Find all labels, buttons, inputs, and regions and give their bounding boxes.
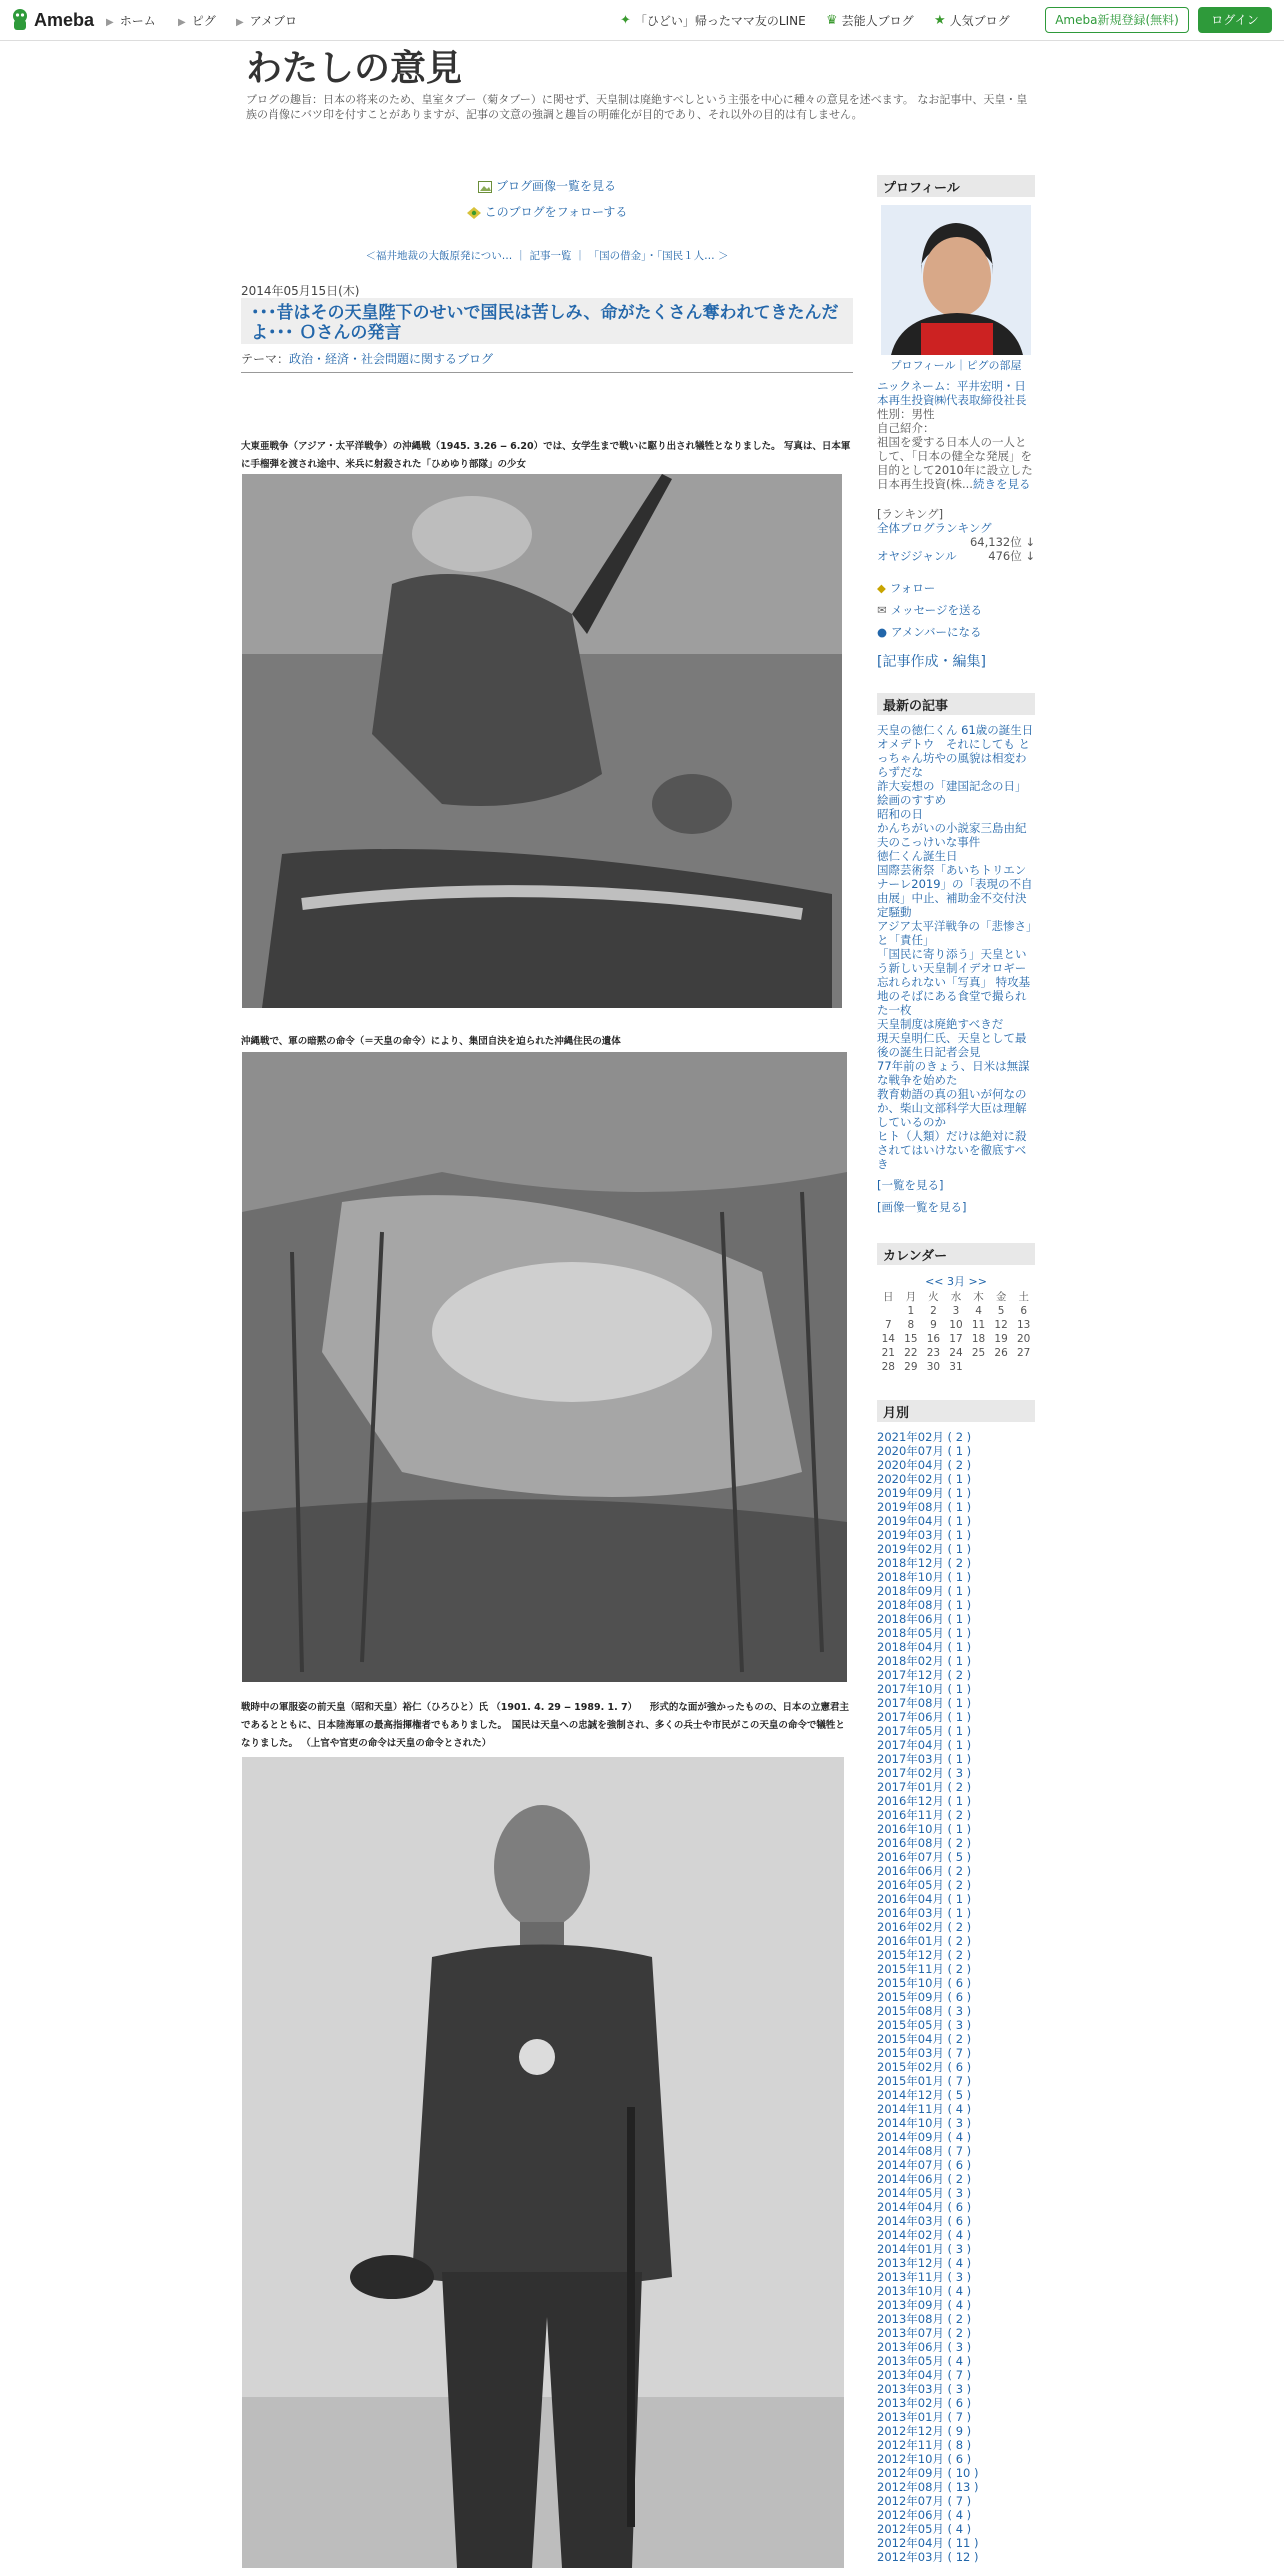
monthly-archive-link[interactable]: 2019年03月 ( 1 ) <box>877 1528 972 1542</box>
top-link-line-label: 「ひどい」帰ったママ友のLINE <box>634 14 806 28</box>
top-link-celeb[interactable] <box>826 12 914 29</box>
monthly-archive-link[interactable]: 2017年12月 ( 2 ) <box>877 1668 972 1682</box>
monthly-archive-link[interactable]: 2012年06月 ( 4 ) <box>877 2508 972 2522</box>
amember-action-label: アメンバーになる <box>891 625 982 639</box>
monthly-archive-link[interactable]: 2017年08月 ( 1 ) <box>877 1696 972 1710</box>
monthly-archive-link[interactable]: 2014年06月 ( 2 ) <box>877 2172 972 2186</box>
nav-ameblo[interactable] <box>236 12 297 29</box>
follow-icon: ◆ <box>877 581 886 595</box>
entry-title[interactable]: ･･･昔はその天皇陛下のせいで国民は苦しみ、命がたくさん奪われてきたんだよ･･･ Ｏさんの発言 <box>241 298 853 344</box>
calendar-day: 20 <box>1017 1333 1031 1345</box>
calendar-day: 1 <box>907 1305 915 1317</box>
image-list-label: ブログ画像一覧を見る <box>495 179 616 193</box>
amember-icon: ● <box>877 625 888 639</box>
nav-home[interactable] <box>106 12 156 29</box>
photo-caption-1: 大東亜戦争（アジア・太平洋戦争）の沖縄戦（1945. 3.26 ‒ 6.20）では、女学生まで戦いに駆り出され犠牲となりました。 写真は、日本軍に手榴弾を渡され途中、米兵に射殺された「ひめゆり部隊」の少女 <box>241 441 851 470</box>
logo-text: Ameba <box>34 9 95 30</box>
calendar-weekday: 月 <box>905 1291 917 1303</box>
monthly-archive-link[interactable]: 2012年05月 ( 4 ) <box>877 2522 972 2536</box>
amember-action[interactable] <box>877 621 1035 643</box>
top-link-line[interactable] <box>620 12 806 29</box>
follow-action-label: フォロー <box>889 581 936 595</box>
sparkle-icon: ✦ <box>620 13 631 28</box>
monthly-archive-link[interactable]: 2013年11月 ( 3 ) <box>877 2270 972 2284</box>
monthly-archive-link[interactable]: 2020年04月 ( 2 ) <box>877 1458 972 1472</box>
calendar-day: 6 <box>1020 1305 1028 1317</box>
monthly-archive-link[interactable]: 2015年08月 ( 3 ) <box>877 2004 972 2018</box>
monthly-archive-link[interactable]: 2012年12月 ( 9 ) <box>877 2424 972 2438</box>
calendar-day <box>990 1360 1013 1374</box>
profile-nickname[interactable]: ニックネーム：平井宏明・日本再生投資㈱代表取締役社長 <box>877 379 1027 407</box>
monthly-archive-link[interactable]: 2013年09月 ( 4 ) <box>877 2298 972 2312</box>
recent-entry-link[interactable]: 天皇の徳仁くん 61歳の誕生日オメデトウ それにしても とっちゃん坊やの風貌は相変わらずだな <box>877 723 1034 779</box>
monthly-archive-link[interactable]: 2014年07月 ( 6 ) <box>877 2158 972 2172</box>
chevron-right-icon: ▶ <box>178 17 186 28</box>
message-action-label: メッセージを送る <box>890 603 982 617</box>
calendar-weekday: 日 <box>883 1291 894 1303</box>
monthly-archive-link[interactable]: 2013年03月 ( 3 ) <box>877 2382 972 2396</box>
ranking-block <box>877 507 1035 563</box>
login-button[interactable]: ログイン <box>1198 7 1272 33</box>
calendar-weekday: 火 <box>928 1291 939 1303</box>
photo-emperor-uniform-art <box>242 1757 844 2568</box>
monthly-archive-link[interactable]: 2015年11月 ( 2 ) <box>877 1962 972 1976</box>
monthly-archive-link[interactable]: 2018年04月 ( 1 ) <box>877 1640 972 1654</box>
monthly-archive-link[interactable]: 2013年06月 ( 3 ) <box>877 2340 972 2354</box>
entry-date: 2014年05月15日(木) <box>241 284 360 298</box>
photo-emperor-uniform[interactable] <box>242 1757 844 2568</box>
monthly-archive-link[interactable]: 2013年04月 ( 7 ) <box>877 2368 972 2382</box>
image-icon <box>478 181 492 193</box>
recent-entries <box>877 723 1035 1171</box>
chevron-right-icon: ▶ <box>106 17 114 28</box>
monthly-archive-link[interactable]: 2015年01月 ( 7 ) <box>877 2074 972 2088</box>
ranking-genre-link[interactable]: オヤジジャンル <box>877 549 957 563</box>
monthly-archive-link[interactable]: 2016年04月 ( 1 ) <box>877 1892 972 1906</box>
calendar-day: 22 <box>904 1347 918 1359</box>
monthly-archive-link[interactable]: 2012年11月 ( 8 ) <box>877 2438 972 2452</box>
calendar-day <box>877 1304 900 1318</box>
monthly-archive-link[interactable]: 2016年03月 ( 1 ) <box>877 1906 972 1920</box>
calendar-day: 24 <box>949 1347 963 1359</box>
calendar-day: 18 <box>971 1333 986 1345</box>
calendar-day: 4 <box>975 1305 982 1317</box>
calendar-day: 15 <box>904 1333 918 1345</box>
monthly-archive-link[interactable]: 2012年04月 ( 11 ) <box>877 2536 979 2550</box>
nav-pigg[interactable] <box>178 12 216 29</box>
calendar-day: 2 <box>930 1305 937 1317</box>
entry-pager[interactable]: ＜福井地裁の大飯原発につい… ｜ 記事一覧 ｜ 「国の借金」・「国民１人… ＞ <box>365 250 729 262</box>
ranking-genre <box>877 549 1035 563</box>
monthly-archive-link[interactable]: 2014年03月 ( 6 ) <box>877 2214 972 2228</box>
follow-blog-label: このブログをフォローする <box>484 205 628 219</box>
monthly-archive-link[interactable]: 2015年09月 ( 6 ) <box>877 1990 972 2004</box>
crown-icon: ♛ <box>826 13 838 28</box>
recent-heading: 最新の記事 <box>877 693 1035 715</box>
calendar-day: 9 <box>930 1319 937 1331</box>
monthly-archive-link[interactable]: 2020年07月 ( 1 ) <box>877 1444 972 1458</box>
monthly-archive-link[interactable]: 2016年05月 ( 2 ) <box>877 1878 972 1892</box>
message-action[interactable] <box>877 599 1035 621</box>
monthly-archive-link[interactable]: 2017年02月 ( 3 ) <box>877 1766 972 1780</box>
monthly-heading: 月別 <box>877 1400 1035 1422</box>
monthly-archive-link[interactable]: 2012年03月 ( 12 ) <box>877 2550 979 2564</box>
monthly-archive-link[interactable]: 2015年04月 ( 2 ) <box>877 2032 972 2046</box>
follow-icon <box>467 207 481 219</box>
monthly-archive-link[interactable]: 2019年08月 ( 1 ) <box>877 1500 972 1514</box>
top-link-popular[interactable] <box>934 12 1010 29</box>
monthly-archive-link[interactable]: 2013年05月 ( 4 ) <box>877 2354 972 2368</box>
monthly-archive-link[interactable]: 2018年02月 ( 1 ) <box>877 1654 972 1668</box>
photo-caption-2: 沖縄戦で、軍の暗黙の命令（＝天皇の命令）により、集団自決を迫られた沖縄住民の遺体 <box>241 1036 621 1047</box>
calendar-day: 19 <box>994 1333 1008 1345</box>
profile-intro-text: 祖国を愛する日本人の一人として、「日本の健全な発展」を目的として2010年に設立した日本再生投資(株... <box>877 435 1033 491</box>
monthly-archive-link[interactable]: 2017年05月 ( 1 ) <box>877 1724 972 1738</box>
monthly-archive-link[interactable]: 2017年10月 ( 1 ) <box>877 1682 972 1696</box>
monthly-archive-link[interactable]: 2017年04月 ( 1 ) <box>877 1738 972 1752</box>
monthly-archive-link[interactable]: 2016年07月 ( 5 ) <box>877 1850 972 1864</box>
monthly-archive-link[interactable]: 2014年12月 ( 5 ) <box>877 2088 972 2102</box>
calendar-day: 7 <box>884 1319 892 1331</box>
monthly-archive-link[interactable]: 2013年12月 ( 4 ) <box>877 2256 972 2270</box>
calendar-day <box>1012 1360 1035 1374</box>
monthly-archive-link[interactable]: 2015年05月 ( 3 ) <box>877 2018 972 2032</box>
monthly-archive-link[interactable]: 2016年11月 ( 2 ) <box>877 1808 972 1822</box>
follow-blog-link[interactable] <box>241 203 853 219</box>
calendar-weekday: 木 <box>973 1291 984 1303</box>
nav-pigg-label: ピグ <box>191 14 216 28</box>
profile-intro <box>877 435 1035 491</box>
edit-entry-link[interactable]: [記事作成・編集] <box>877 654 986 670</box>
follow-action[interactable] <box>877 577 1035 599</box>
ranking-overall-value: 64,132位 ↓ <box>969 535 1035 549</box>
monthly-archive-link[interactable]: 2016年08月 ( 2 ) <box>877 1836 972 1850</box>
calendar-day: 16 <box>926 1333 941 1345</box>
monthly-archive-link[interactable]: 2015年02月 ( 6 ) <box>877 2060 972 2074</box>
calendar-weekday: 金 <box>995 1291 1007 1303</box>
profile-more-link[interactable]: 続きを見る <box>972 477 1031 491</box>
monthly-archive-link[interactable]: 2016年02月 ( 2 ) <box>877 1920 972 1934</box>
calendar-day: 30 <box>926 1361 941 1373</box>
profile-gender: 性別：男性 <box>877 407 935 421</box>
recent-entry-link[interactable]: 絵画のすすめ <box>877 793 947 807</box>
monthly-archive-link[interactable]: 2014年09月 ( 4 ) <box>877 2130 972 2144</box>
calendar-day: 31 <box>949 1361 963 1373</box>
profile-intro-label: 自己紹介： <box>877 421 935 435</box>
recent-entry-link[interactable]: 徳仁くん誕生日 <box>877 849 958 863</box>
theme-label: テーマ： <box>241 352 290 366</box>
calendar-day <box>967 1360 990 1374</box>
monthly-archive-link[interactable]: 2012年10月 ( 6 ) <box>877 2452 972 2466</box>
monthly-archive-link[interactable]: 2018年12月 ( 2 ) <box>877 1556 972 1570</box>
monthly-archive <box>877 1430 1035 2564</box>
recent-entry-link[interactable]: 詐大妄想の「建国記念の日」 <box>877 779 1027 793</box>
calendar-day: 26 <box>994 1347 1008 1359</box>
calendar-day: 5 <box>997 1305 1005 1317</box>
monthly-archive-link[interactable]: 2014年01月 ( 3 ) <box>877 2242 972 2256</box>
recent-entry-link[interactable]: 忘れられない「写真」 特攻基地のそばにある食堂で撮られた一枚 <box>877 975 1031 1017</box>
photo-okinawa-victims[interactable] <box>242 1052 847 1682</box>
monthly-archive-link[interactable]: 2014年08月 ( 7 ) <box>877 2144 972 2158</box>
calendar-nav[interactable]: << 3月 >> <box>925 1275 987 1288</box>
calendar-day: 21 <box>881 1347 895 1359</box>
image-list-link[interactable] <box>241 177 853 193</box>
ameba-mascot-icon <box>10 8 30 32</box>
monthly-archive-link[interactable]: 2019年02月 ( 1 ) <box>877 1542 972 1556</box>
profile-links[interactable]: プロフィール｜ピグの部屋 <box>890 359 1022 372</box>
monthly-archive-link[interactable]: 2013年07月 ( 2 ) <box>877 2326 972 2340</box>
monthly-archive-link[interactable]: 2021年02月 ( 2 ) <box>877 1430 972 1444</box>
profile-heading: プロフィール <box>877 175 1035 197</box>
monthly-archive-link[interactable]: 2013年08月 ( 2 ) <box>877 2312 972 2326</box>
top-link-celeb-label: 芸能人ブログ <box>841 14 914 28</box>
calendar-weekday: 土 <box>1018 1291 1029 1303</box>
recent-entry-link[interactable]: 77年前のきょう、日米は無謀な戦争を始めた <box>877 1059 1030 1087</box>
recent-entry-link[interactable]: ヒト（人類）だけは絶対に殺されてはいけないを徹底すべき <box>877 1129 1027 1171</box>
chevron-right-icon: ▶ <box>236 17 244 28</box>
calendar-day: 13 <box>1017 1319 1031 1331</box>
monthly-archive-link[interactable]: 2012年07月 ( 7 ) <box>877 2494 972 2508</box>
star-icon: ★ <box>934 13 946 28</box>
recent-entry-link[interactable]: 天皇制度は廃絶すべきだ <box>877 1017 1004 1031</box>
envelope-icon: ✉ <box>877 603 887 617</box>
recent-entry-link[interactable]: 教育勅語の真の狙いが何なのか、柴山文部科学大臣は理解しているのか <box>877 1087 1027 1129</box>
monthly-archive-link[interactable]: 2013年02月 ( 6 ) <box>877 2396 972 2410</box>
monthly-archive-link[interactable]: 2019年09月 ( 1 ) <box>877 1486 972 1500</box>
calendar-day: 23 <box>926 1347 941 1359</box>
photo-caption-3: 戦時中の軍服姿の前天皇（昭和天皇）裕仁（ひろひと）氏 （1901. 4. 29 ‒ 1989. 1. 7） 形式的な面が強かったものの、日本の立憲君主であるとともに、日本陸海軍の最高指揮権者でもありました。 国民は天皇への忠誠を強制され、多くの兵士や市民がこの天皇の命令で犠牲となりました。 （上官や官吏の命令は天皇の命令とされた） <box>241 1702 850 1749</box>
calendar-day: 17 <box>949 1333 963 1345</box>
recent-entry-link[interactable]: かんちがいの小説家三島由紀夫のこっけいな事件 <box>877 821 1027 849</box>
blog-title[interactable]: わたしの意見 <box>246 48 463 89</box>
ranking-overall-link[interactable]: 全体ブログランキング <box>877 521 992 535</box>
recent-entry-link[interactable]: 現天皇明仁氏、天皇として最後の誕生日記者会見 <box>877 1031 1027 1059</box>
divider <box>241 372 853 373</box>
global-header <box>0 0 1284 41</box>
monthly-archive-link[interactable]: 2013年01月 ( 7 ) <box>877 2410 972 2424</box>
monthly-archive-link[interactable]: 2019年04月 ( 1 ) <box>877 1514 972 1528</box>
monthly-archive-link[interactable]: 2020年02月 ( 1 ) <box>877 1472 972 1486</box>
photo-okinawa-soldier-art <box>242 474 842 1008</box>
ranking-genre-value: 476位 ↓ <box>988 549 1035 563</box>
calendar-day: 14 <box>881 1333 895 1345</box>
ranking-label: [ランキング] <box>877 507 944 521</box>
monthly-archive-link[interactable]: 2017年01月 ( 2 ) <box>877 1780 972 1794</box>
entry-theme <box>241 350 493 367</box>
top-link-popular-label: 人気ブログ <box>949 14 1010 28</box>
calendar-day: 10 <box>949 1319 963 1331</box>
ameba-logo[interactable] <box>10 8 94 32</box>
monthly-archive-link[interactable]: 2012年09月 ( 10 ) <box>877 2466 979 2480</box>
monthly-archive-link[interactable]: 2017年06月 ( 1 ) <box>877 1710 972 1724</box>
calendar-grid <box>877 1289 1035 1374</box>
sidebar <box>877 175 1035 2564</box>
profile-actions <box>877 577 1035 643</box>
image-more-link[interactable]: [画像一覧を見る] <box>877 1200 967 1214</box>
blog-description: ブログの趣旨：日本の将来のため、皇室タブー（菊タブー）に関せず、天皇制は廃絶すべしという主張を中心に種々の意見を述べます。 なお記事中、天皇・皇族の肖像にバツ印を付すことがありますが、記事の文意の強調と趣旨の明確化が目的であり、それ以外の目的は有しません。 <box>246 93 1028 121</box>
monthly-archive-link[interactable]: 2014年11月 ( 4 ) <box>877 2102 972 2116</box>
calendar-day: 3 <box>952 1305 960 1317</box>
monthly-archive-link[interactable]: 2016年06月 ( 2 ) <box>877 1864 972 1878</box>
monthly-archive-link[interactable]: 2018年08月 ( 1 ) <box>877 1598 972 1612</box>
monthly-archive-link[interactable]: 2014年02月 ( 4 ) <box>877 2228 972 2242</box>
calendar-day: 11 <box>971 1319 986 1331</box>
monthly-archive-link[interactable]: 2014年04月 ( 6 ) <box>877 2200 972 2214</box>
calendar-day: 28 <box>881 1361 895 1373</box>
theme-link[interactable]: 政治・経済・社会問題に関するブログ <box>289 352 494 366</box>
avatar-portrait <box>881 205 1031 355</box>
monthly-archive-link[interactable]: 2016年12月 ( 1 ) <box>877 1794 972 1808</box>
calendar-day: 27 <box>1017 1347 1031 1359</box>
recent-more-link[interactable]: [一覧を見る] <box>877 1178 944 1192</box>
nav-ameblo-label: アメブロ <box>249 14 297 28</box>
photo-okinawa-soldier[interactable] <box>242 474 842 1008</box>
recent-entry-link[interactable]: 昭和の日 <box>877 807 923 821</box>
blog-actions <box>241 177 853 229</box>
monthly-archive-link[interactable]: 2015年03月 ( 7 ) <box>877 2046 972 2060</box>
calendar-day: 12 <box>994 1319 1008 1331</box>
calendar-day: 8 <box>907 1319 915 1331</box>
monthly-archive-link[interactable]: 2014年10月 ( 3 ) <box>877 2116 972 2130</box>
calendar-heading: カレンダー <box>877 1243 1035 1265</box>
monthly-archive-link[interactable]: 2012年08月 ( 13 ) <box>877 2480 979 2494</box>
monthly-archive-link[interactable]: 2016年01月 ( 2 ) <box>877 1934 972 1948</box>
calendar-weekday: 水 <box>950 1291 962 1303</box>
calendar-day: 25 <box>971 1347 986 1359</box>
monthly-archive-link[interactable]: 2018年05月 ( 1 ) <box>877 1626 972 1640</box>
nav-home-label: ホーム <box>119 14 156 28</box>
register-button[interactable]: Ameba新規登録(無料) <box>1045 7 1189 33</box>
profile-avatar[interactable] <box>881 205 1031 355</box>
monthly-archive-link[interactable]: 2015年12月 ( 2 ) <box>877 1948 972 1962</box>
monthly-archive-link[interactable]: 2018年10月 ( 1 ) <box>877 1570 972 1584</box>
recent-entry-link[interactable]: 「国民に寄り添う」天皇という新しい天皇制イデオロギー <box>877 947 1027 975</box>
calendar-day: 29 <box>904 1361 918 1373</box>
photo-okinawa-victims-art <box>242 1052 847 1682</box>
monthly-archive-link[interactable]: 2015年10月 ( 6 ) <box>877 1976 972 1990</box>
monthly-archive-link[interactable]: 2014年05月 ( 3 ) <box>877 2186 972 2200</box>
monthly-archive-link[interactable]: 2017年03月 ( 1 ) <box>877 1752 972 1766</box>
recent-entry-link[interactable]: 国際芸術祭「あいちトリエンナーレ2019」の「表現の不自由展」中止、補助金不交付決定騒動 <box>877 863 1033 919</box>
recent-entry-link[interactable]: アジア太平洋戦争の「悲惨さ」と「責任」 <box>877 919 1032 947</box>
monthly-archive-link[interactable]: 2013年10月 ( 4 ) <box>877 2284 972 2298</box>
monthly-archive-link[interactable]: 2016年10月 ( 1 ) <box>877 1822 972 1836</box>
monthly-archive-link[interactable]: 2018年06月 ( 1 ) <box>877 1612 972 1626</box>
profile-info <box>877 379 1035 491</box>
monthly-archive-link[interactable]: 2018年09月 ( 1 ) <box>877 1584 972 1598</box>
